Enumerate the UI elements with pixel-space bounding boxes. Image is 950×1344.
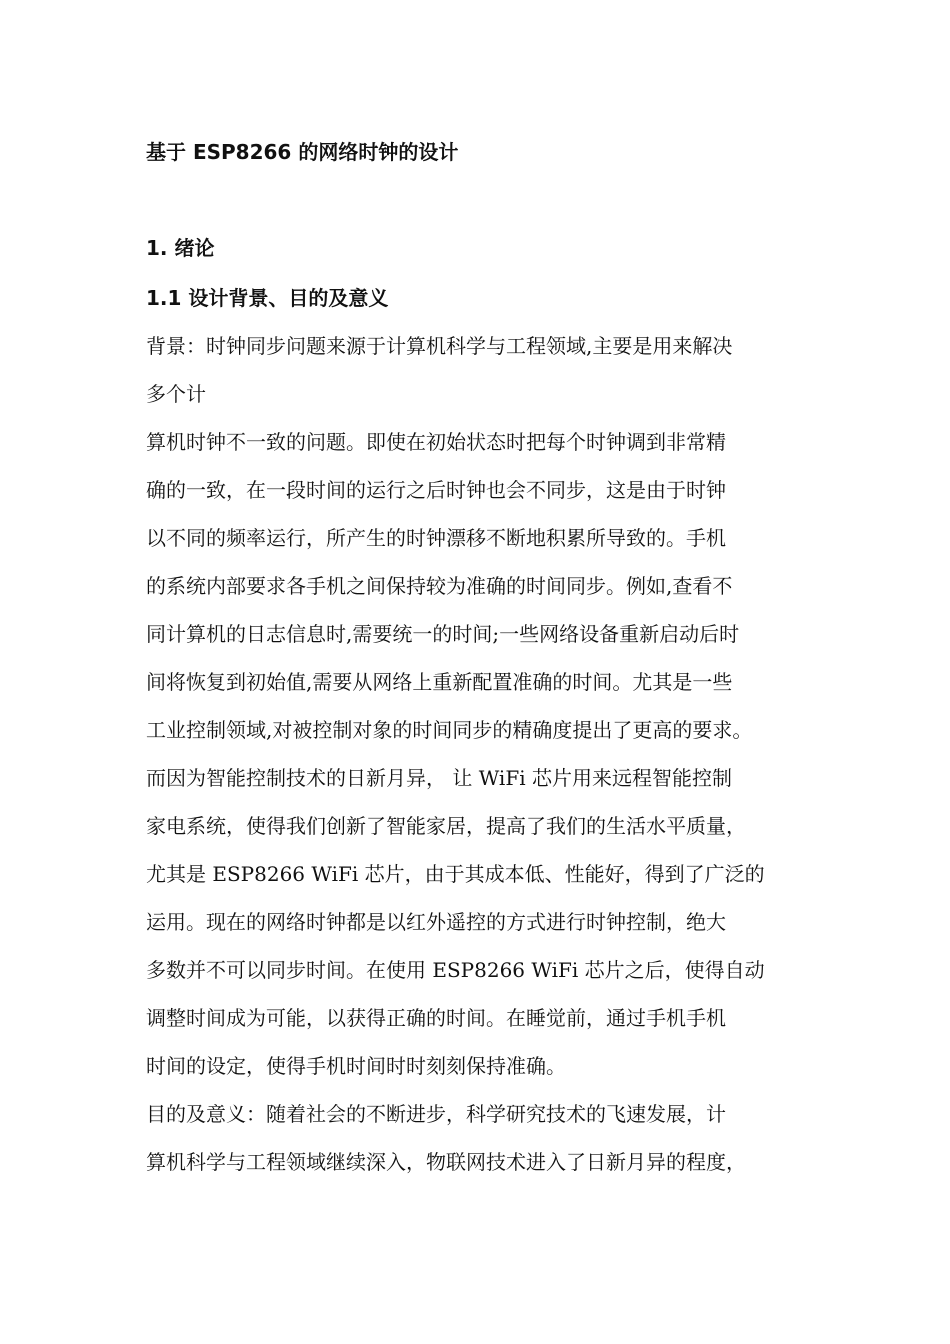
paragraph-line: 家电系统，使得我们创新了智能家居，提高了我们的生活水平质量， [146,814,746,838]
section-heading-1-1: 1.1 设计背景、目的及意义 [146,286,389,310]
document-content [146,128,826,1186]
paragraph-line: 多数并不可以同步时间。在使用 ESP8266 WiFi 芯片之后，使得自动 [146,958,765,982]
background-paragraph [146,322,826,1090]
paragraph-line: 的系统内部要求各手机之间保持较为准确的时间同步。例如,查看不 [146,574,733,598]
section-heading-1: 1. 绪论 [146,236,215,260]
paragraph-line: 多个计 [146,382,206,406]
paragraph-line: 尤其是 ESP8266 WiFi 芯片，由于其成本低、性能好，得到了广泛的 [146,862,765,886]
document-title: 基于 ESP8266 的网络时钟的设计 [146,140,459,164]
paragraph-line: 工业控制领域,对被控制对象的时间同步的精确度提出了更高的要求。 [146,718,753,742]
paragraph-line: 时间的设定，使得手机时间时时刻刻保持准确。 [146,1054,566,1078]
paragraph-line: 背景：时钟同步问题来源于计算机科学与工程领域,主要是用来解决 [146,334,733,358]
paragraph-line: 算机时钟不一致的问题。即使在初始状态时把每个时钟调到非常精 [146,430,726,454]
paragraph-line: 运用。现在的网络时钟都是以红外遥控的方式进行时钟控制，绝大 [146,910,726,934]
paragraph-line: 调整时间成为可能，以获得正确的时间。在睡觉前，通过手机手机 [146,1006,726,1030]
purpose-paragraph [146,1090,826,1186]
paragraph-line: 同计算机的日志信息时,需要统一的时间;一些网络设备重新启动后时 [146,622,740,646]
paragraph-line: 算机科学与工程领域继续深入，物联网技术进入了日新月异的程度， [146,1150,746,1174]
paragraph-line: 间将恢复到初始值,需要从网络上重新配置准确的时间。尤其是一些 [146,670,733,694]
paragraph-line: 而因为智能控制技术的日新月异， 让 WiFi 芯片用来远程智能控制 [146,766,732,790]
paragraph-line: 目的及意义：随着社会的不断进步，科学研究技术的飞速发展，计 [146,1102,726,1126]
paragraph-line: 以不同的频率运行，所产生的时钟漂移不断地积累所导致的。手机 [146,526,726,550]
paragraph-line: 确的一致，在一段时间的运行之后时钟也会不同步，这是由于时钟 [146,478,726,502]
